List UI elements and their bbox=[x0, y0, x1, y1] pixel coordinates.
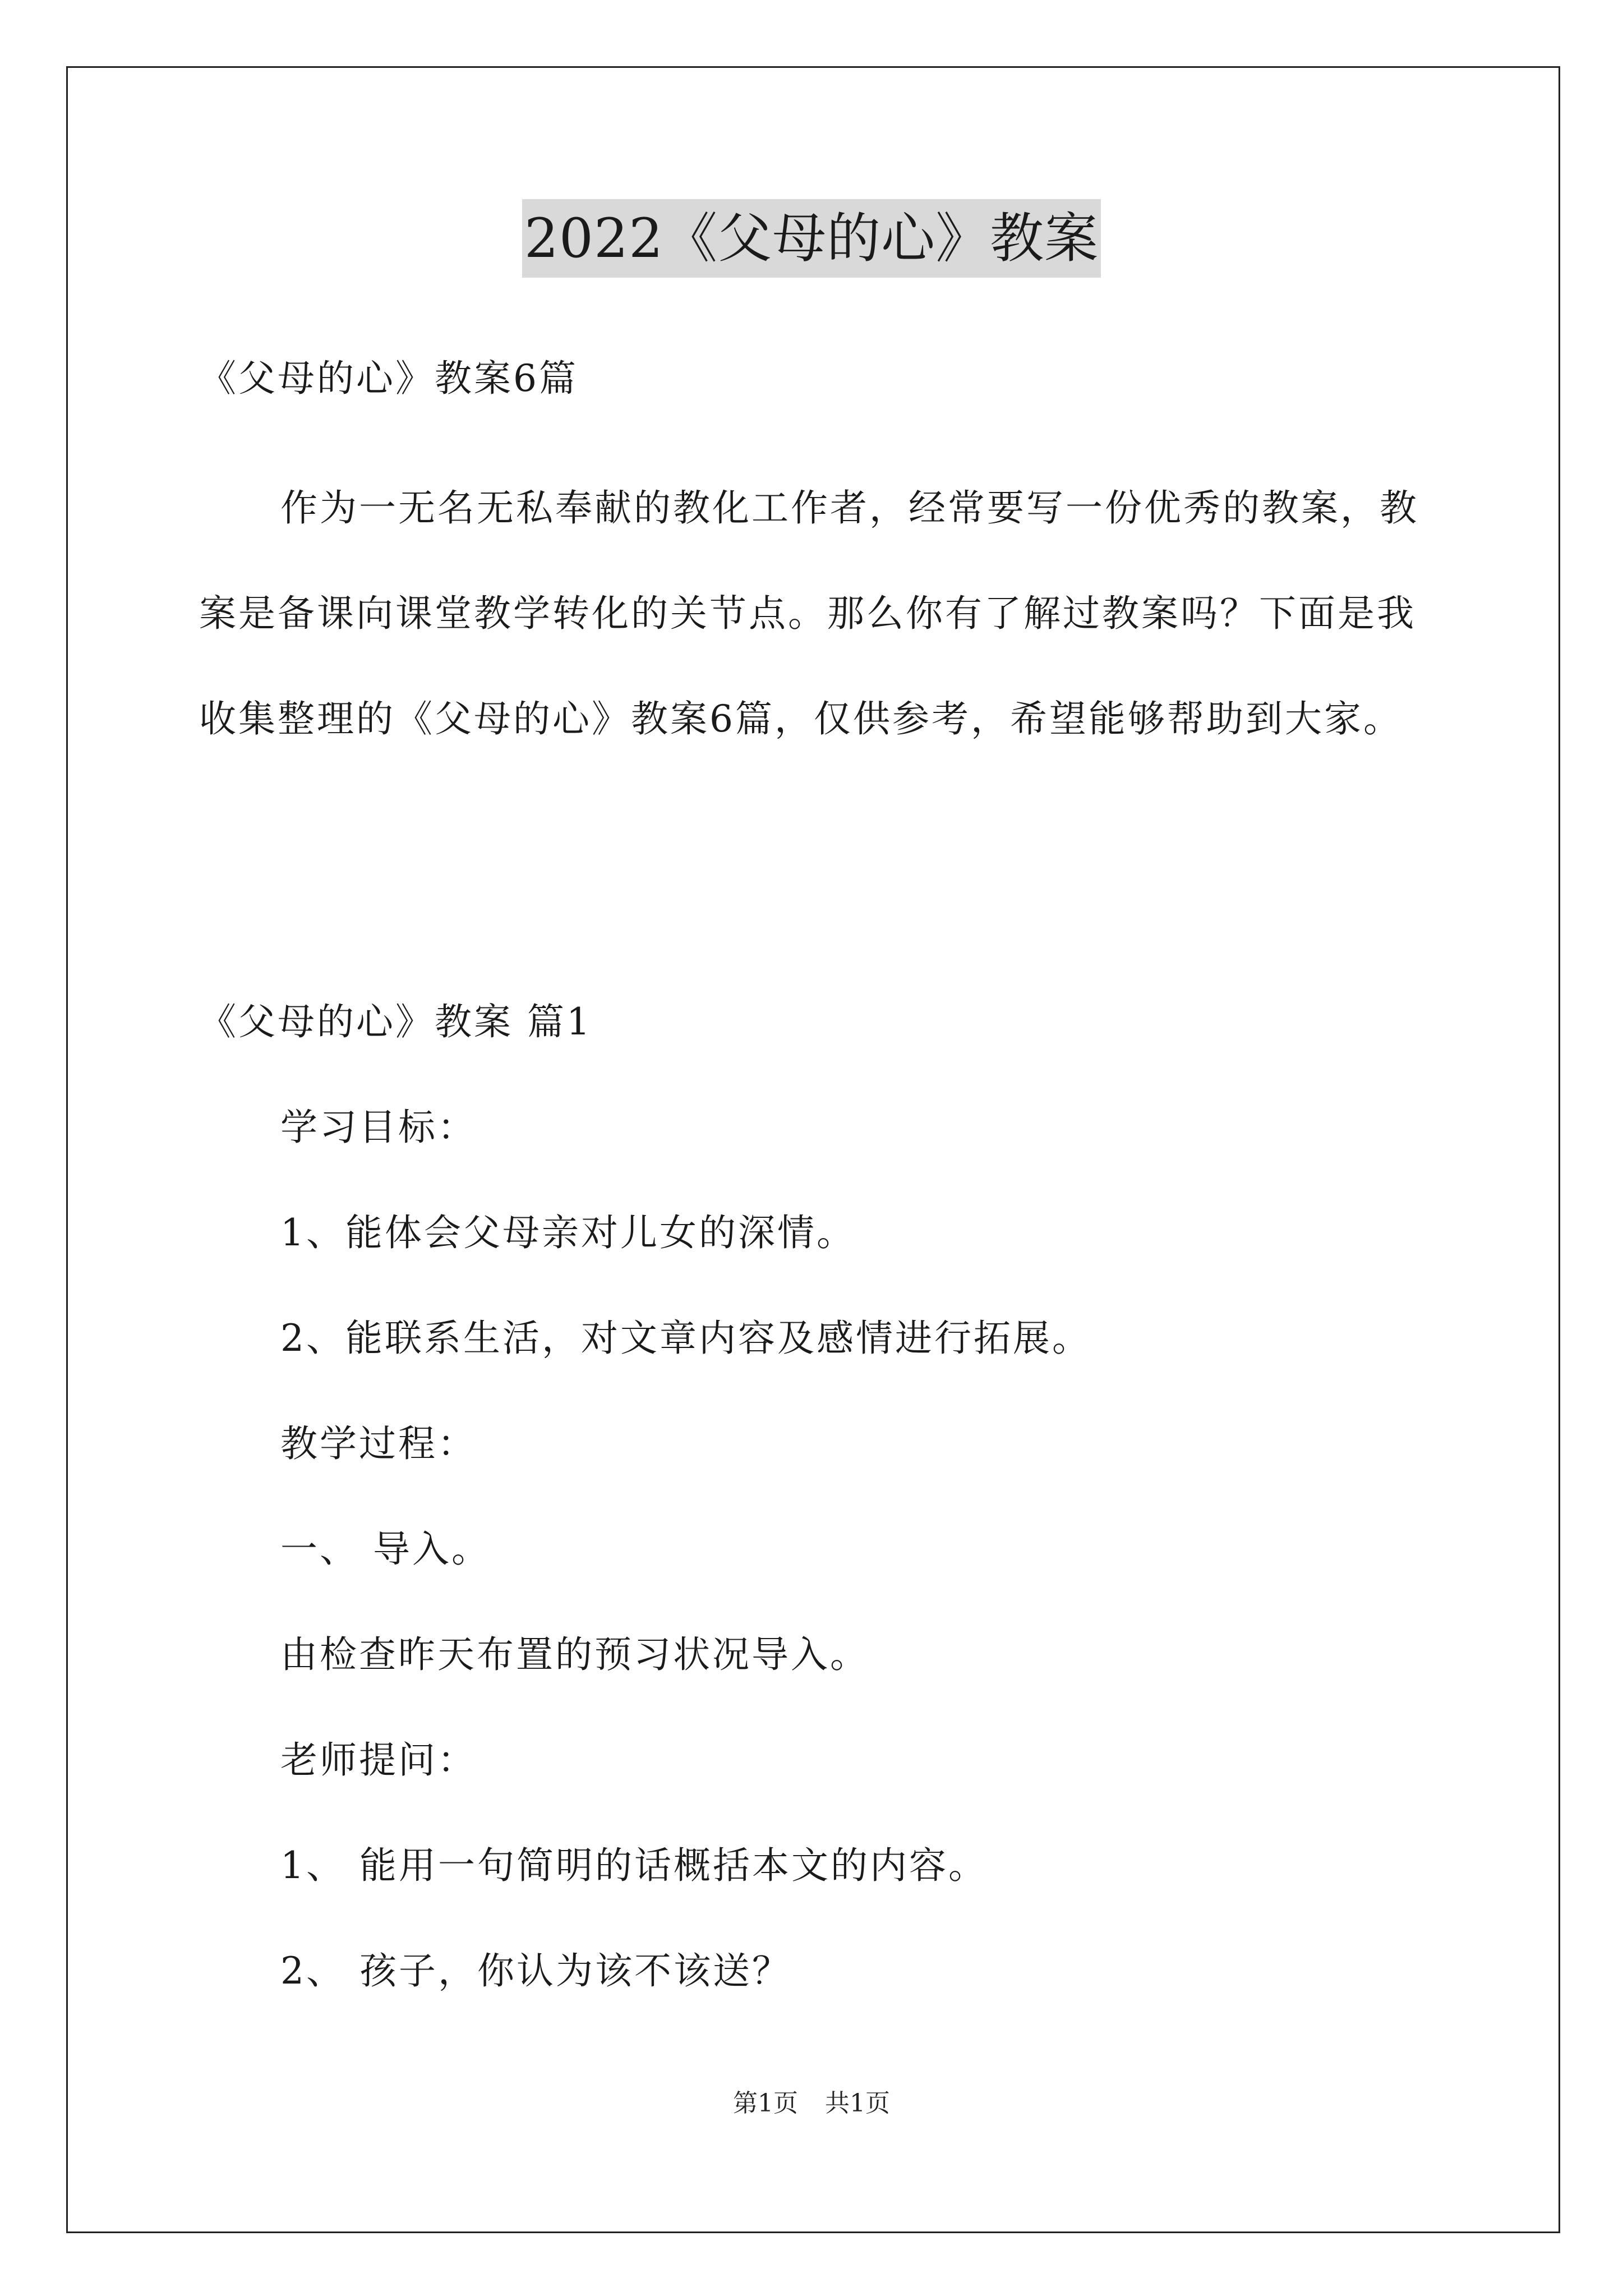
body-line: 1、能体会父母亲对儿女的深情。 bbox=[280, 1211, 856, 1254]
body-line: 2、 孩子，你认为该不该送？ bbox=[280, 1949, 791, 1993]
page-current: 第1页 bbox=[733, 2089, 798, 2118]
body-line: 1、 能用一句简明的话概括本文的内容。 bbox=[280, 1844, 988, 1887]
page-footer bbox=[0, 2087, 1623, 2120]
body-line: 老师提问： bbox=[280, 1738, 477, 1782]
title-container bbox=[0, 199, 1623, 278]
body-line: 由检查昨天布置的预习状况导入。 bbox=[280, 1633, 869, 1676]
body-line: 一、 导入。 bbox=[280, 1527, 491, 1571]
section-heading: 《父母的心》教案 篇1 bbox=[199, 1000, 592, 1043]
document-title: 2022《父母的心》教案 bbox=[522, 199, 1101, 278]
body-line: 2、能联系生活，对文章内容及感情进行拓展。 bbox=[280, 1317, 1091, 1360]
intro-paragraph: 作为一无名无私奉献的教化工作者，经常要写一份优秀的教案，教案是备课向课堂教学转化的关节点。那么你有了解过教案吗？下面是我收集整理的《父母的心》教案6篇，仅供参考，希望能够帮助到大家。 bbox=[199, 486, 1419, 740]
body-line: 学习目标： bbox=[280, 1106, 477, 1149]
document-subtitle: 《父母的心》教案6篇 bbox=[199, 357, 578, 400]
page-total: 共1页 bbox=[825, 2089, 890, 2118]
body-line: 教学过程： bbox=[280, 1422, 477, 1465]
